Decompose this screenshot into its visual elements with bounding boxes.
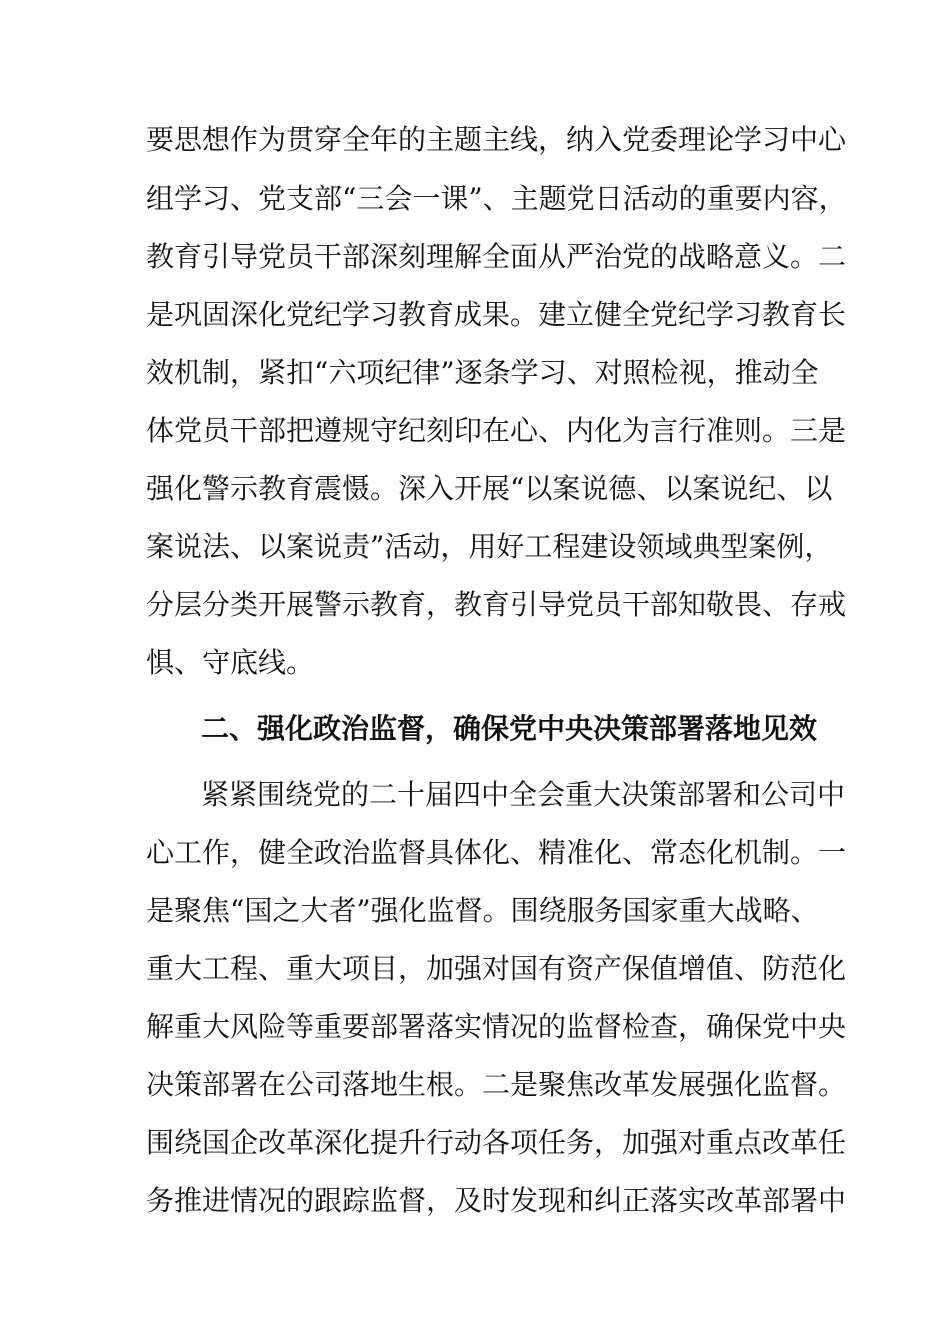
body-text-line: 要思想作为贯穿全年的主题主线，纳入党委理论学习中心 bbox=[146, 123, 847, 156]
paragraph-first-line: 紧紧围绕党的二十届四中全会重大决策部署和公司中 bbox=[201, 778, 846, 811]
body-text-line: 体党员干部把遵规守纪刻印在心、内化为言行准则。三是 bbox=[146, 414, 847, 447]
section-heading: 二、强化政治监督，确保党中央决策部署落地见效 bbox=[201, 712, 818, 745]
body-text-line: 案说法、以案说责”活动，用好工程建设领域典型案例， bbox=[146, 530, 833, 563]
body-text-line: 分层分类开展警示教育，教育引导党员干部知敬畏、存戒 bbox=[146, 588, 847, 621]
body-text-line: 教育引导党员干部深刻理解全面从严治党的战略意义。二 bbox=[146, 240, 847, 273]
body-text-line: 惧、守底线。 bbox=[146, 646, 315, 679]
body-text-line: 解重大风险等重要部署落实情况的监督检查，确保党中央 bbox=[146, 1010, 847, 1043]
body-text-line: 是巩固深化党纪学习教育成果。建立健全党纪学习教育长 bbox=[146, 298, 847, 331]
body-text-line: 务推进情况的跟踪监督，及时发现和纠正落实改革部署中 bbox=[146, 1184, 847, 1217]
body-text-line: 决策部署在公司落地生根。二是聚焦改革发展强化监督。 bbox=[146, 1068, 847, 1101]
body-text-line: 围绕国企改革深化提升行动各项任务，加强对重点改革任 bbox=[146, 1126, 847, 1159]
body-text-line: 效机制，紧扣“六项纪律”逐条学习、对照检视，推动全 bbox=[146, 356, 819, 389]
body-text-line: 重大工程、重大项目，加强对国有资产保值增值、防范化 bbox=[146, 952, 847, 985]
body-text-line: 心工作，健全政治监督具体化、精准化、常态化机制。一 bbox=[146, 836, 847, 869]
body-text-line: 强化警示教育震慑。深入开展“以案说德、以案说纪、以 bbox=[146, 472, 833, 505]
body-text-line: 组学习、党支部“三会一课”、主题党日活动的重要内容， bbox=[146, 182, 847, 215]
body-text-line: 是聚焦“国之大者”强化监督。围绕服务国家重大战略、 bbox=[146, 894, 819, 927]
